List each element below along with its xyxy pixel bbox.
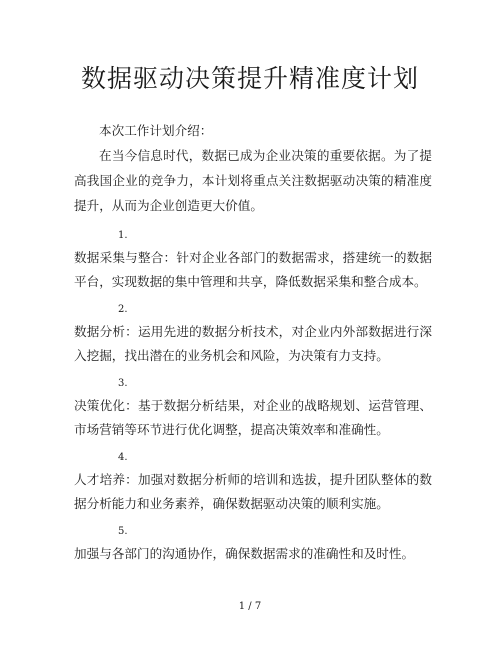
plan-item-text: 数据采集与整合：针对企业各部门的数据需求，搭建统一的数据平台，实现数据的集中管理和共享，降低数据采集和整合成本。 <box>74 250 432 289</box>
plan-item-text: 数据分析：运用先进的数据分析技术，对企业内外部数据进行深入挖掘，找出潜在的业务机会和风险，为决策有力支持。 <box>74 324 432 363</box>
plan-item <box>74 374 432 442</box>
plan-item <box>74 522 432 566</box>
page-number: 1 / 7 <box>238 601 262 612</box>
plan-item <box>74 448 432 516</box>
plan-item-number: 4. <box>118 452 128 463</box>
plan-item <box>74 226 432 294</box>
plan-item-text: 人才培养：加强对数据分析师的培训和选拔，提升团队整体的数据分析能力和业务素养，确保数据驱动决策的顺利实施。 <box>74 472 432 511</box>
intro-label: 本次工作计划介绍： <box>99 123 213 138</box>
plan-item-number: 1. <box>118 230 128 241</box>
intro-paragraph: 在当今信息时代，数据已成为企业决策的重要依据。为了提高我国企业的竞争力，本计划将重点关注数据驱动决策的精准度提升，从而为企业创造更大价值。 <box>74 148 432 213</box>
plan-item-number: 3. <box>118 378 128 389</box>
plan-item-text: 加强与各部门的沟通协作，确保数据需求的准确性和及时性。 <box>74 546 415 561</box>
plan-item-number: 5. <box>118 526 128 537</box>
plan-item-text: 决策优化：基于数据分析结果，对企业的战略规划、运营管理、市场营销等环节进行优化调整，提高决策效率和准确性。 <box>74 398 432 437</box>
plan-item <box>74 300 432 368</box>
plan-item-number: 2. <box>118 304 128 315</box>
plan-item-list <box>74 220 432 566</box>
document-title: 数据驱动决策提升精准度计划 <box>80 64 419 93</box>
